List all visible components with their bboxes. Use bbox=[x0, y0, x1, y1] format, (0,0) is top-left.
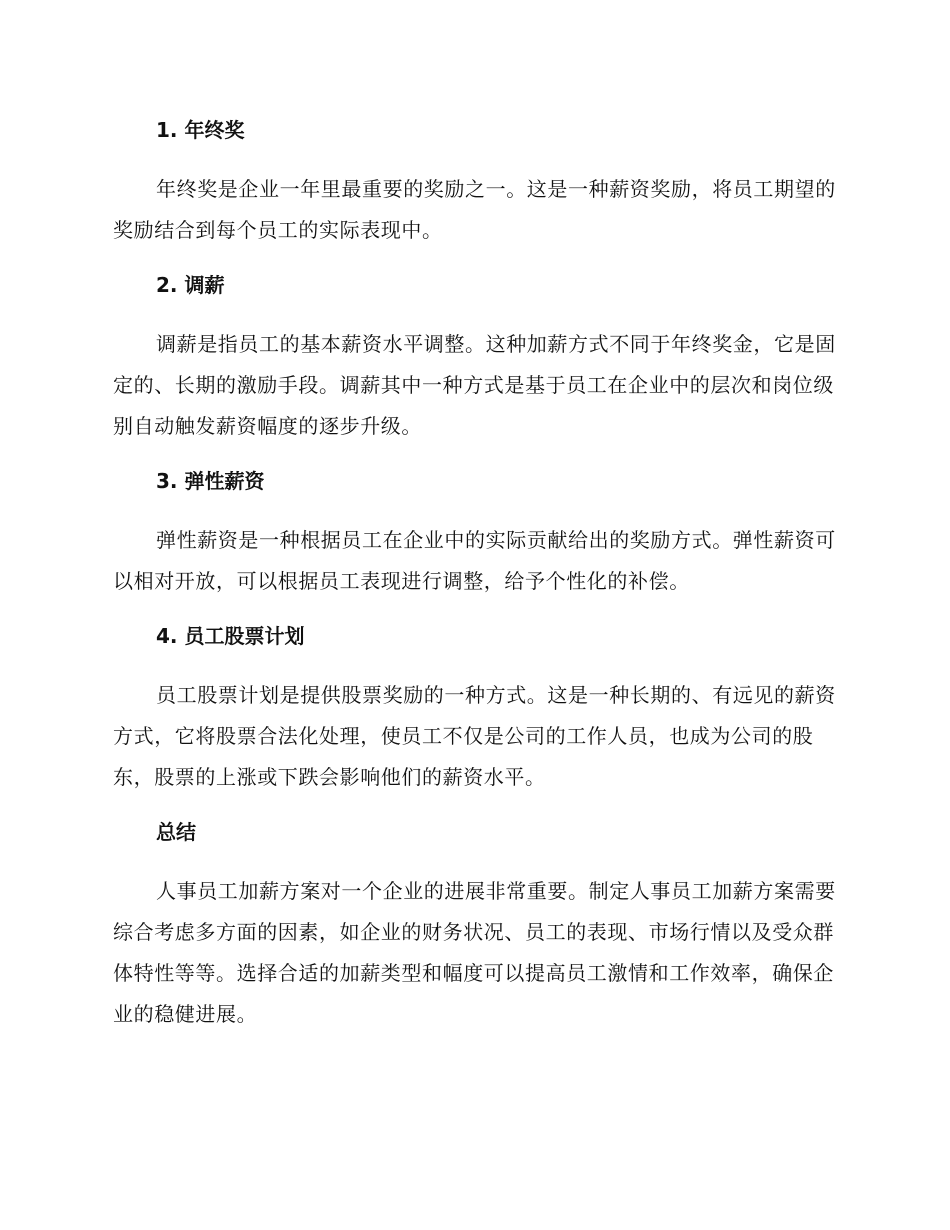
section-heading-summary: 总结 bbox=[156, 820, 196, 844]
section-paragraph-year-end-bonus: 年终奖是企业一年里最重要的奖励之一。这是一种薪资奖励，将员工期望的奖励结合到每个员工的实际表现中。 bbox=[113, 177, 836, 242]
section-heading-stock-plan: 4. 员工股票计划 bbox=[156, 624, 305, 648]
section-heading-salary-adjustment: 2. 调薪 bbox=[156, 273, 225, 297]
section-paragraph-stock-plan: 员工股票计划是提供股票奖励的一种方式。这是一种长期的、有远见的薪资方式，它将股票合法化处理，使员工不仅是公司的工作人员，也成为公司的股东，股票的上涨或下跌会影响他们的薪资水平。 bbox=[113, 683, 836, 789]
section-paragraph-salary-adjustment: 调薪是指员工的基本薪资水平调整。这种加薪方式不同于年终奖金，它是固定的、长期的激励手段。调薪其中一种方式是基于员工在企业中的层次和岗位级别自动触发薪资幅度的逐步升级。 bbox=[113, 332, 836, 438]
section-paragraph-flexible-pay: 弹性薪资是一种根据员工在企业中的实际贡献给出的奖励方式。弹性薪资可以相对开放，可以根据员工表现进行调整，给予个性化的补偿。 bbox=[113, 528, 836, 593]
section-paragraph-summary: 人事员工加薪方案对一个企业的进展非常重要。制定人事员工加薪方案需要综合考虑多方面的因素，如企业的财务状况、员工的表现、市场行情以及受众群体特性等等。选择合适的加薪类型和幅度可以提高员工激情和工作效率，确保企业的稳健进展。 bbox=[113, 879, 836, 1026]
section-heading-flexible-pay: 3. 弹性薪资 bbox=[156, 469, 265, 493]
section-heading-year-end-bonus: 1. 年终奖 bbox=[156, 118, 245, 142]
